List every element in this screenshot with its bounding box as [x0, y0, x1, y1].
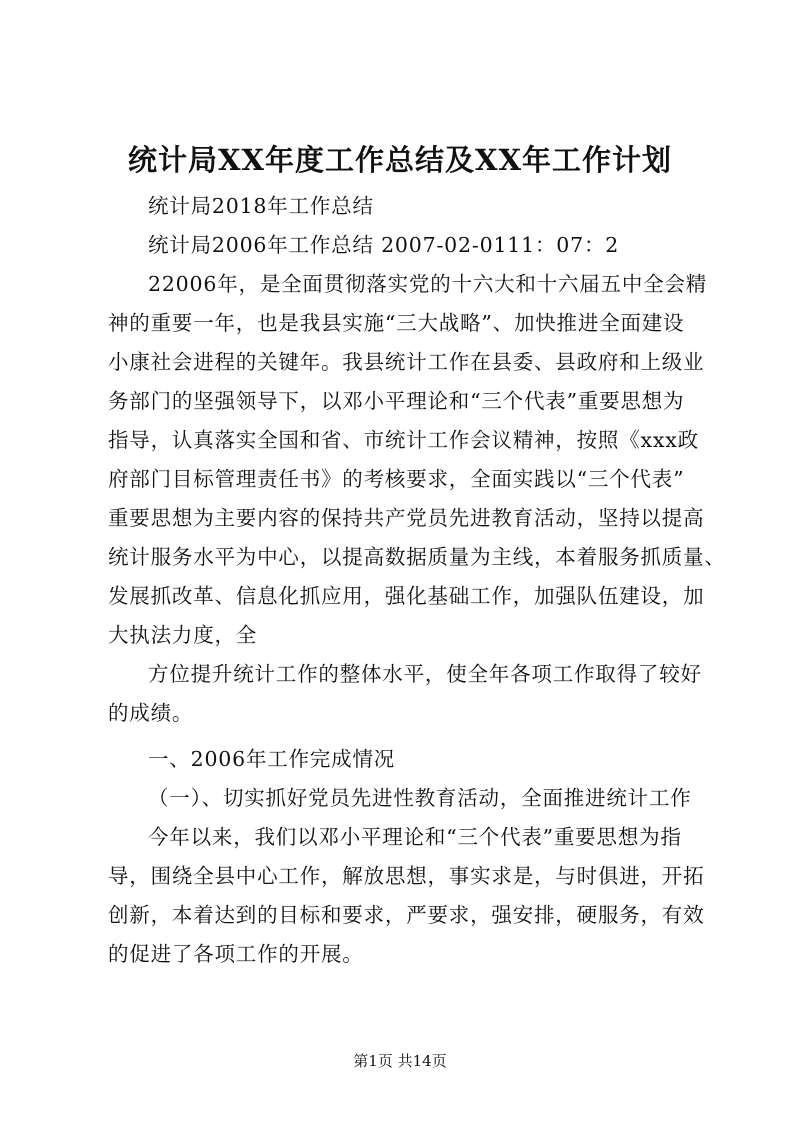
paragraph-line: 务部门的坚强领导下，以邓小平理论和“三个代表”重要思想为 — [108, 389, 685, 413]
date-line: 统计局2006年工作总结 2007-02-0111：07：2 — [148, 233, 620, 257]
subsection-heading: （一）、切实抓好党员先进性教育活动，全面推进统计工作 — [148, 786, 692, 810]
paragraph-line: 小康社会进程的关键年。我县统计工作在县委、县政府和上级业 — [108, 350, 705, 374]
paragraph-line: 今年以来，我们以邓小平理论和“三个代表”重要思想为指 — [148, 825, 682, 849]
paragraph-line: 神的重要一年，也是我县实施“三大战略”、加快推进全面建设 — [108, 311, 685, 335]
paragraph-line: 导，围绕全县中心工作，解放思想，事实求是，与时俱进，开拓 — [108, 864, 705, 888]
paragraph-line: 大执法力度，全 — [108, 623, 258, 647]
paragraph-line: 创新，本着达到的目标和要求，严要求，强安排，硬服务，有效 — [108, 903, 705, 927]
paragraph-line: 22006年，是全面贯彻落实党的十六大和十六届五中全会精 — [148, 272, 708, 296]
paragraph-line: 的促进了各项工作的开展。 — [108, 942, 364, 966]
paragraph-line: 的成绩。 — [108, 701, 194, 725]
section-heading: 一、2006年工作完成情况 — [148, 747, 396, 771]
document-title: 统计局XX年度工作总结及XX年工作计划 — [127, 143, 672, 177]
paragraph-line: 发展抓改革、信息化抓应用，强化基础工作，加强队伍建设，加 — [108, 584, 705, 608]
paragraph-line: 指导，认真落实全国和省、市统计工作会议精神，按照《xxx政 — [108, 428, 699, 452]
paragraph-line: 重要思想为主要内容的保持共产党员先进教育活动，坚持以提高 — [108, 506, 705, 530]
paragraph-line: 府部门目标管理责任书》的考核要求，全面实践以“三个代表” — [108, 467, 685, 491]
page-number: 第1页 共14页 — [353, 1052, 447, 1070]
subtitle-line: 统计局2018年工作总结 — [148, 194, 374, 218]
paragraph-line: 方位提升统计工作的整体水平，使全年各项工作取得了较好 — [148, 662, 702, 686]
paragraph-line: 统计服务水平为中心，以提高数据质量为主线，本着服务抓质量、 — [108, 545, 726, 569]
